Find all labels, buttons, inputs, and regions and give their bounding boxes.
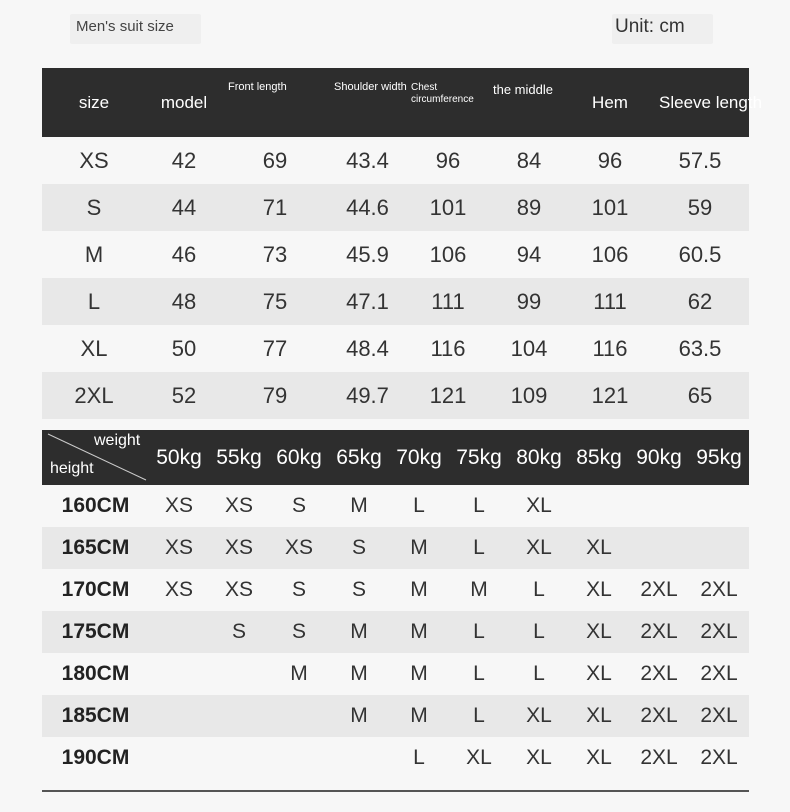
height-row bbox=[42, 653, 749, 695]
size-row bbox=[42, 231, 749, 278]
height-row bbox=[42, 527, 749, 569]
size-cell: 96 bbox=[407, 137, 489, 184]
size-cell: 59 bbox=[651, 184, 749, 231]
size-cell: 2XL bbox=[42, 372, 146, 419]
recommended-size-cell: M bbox=[389, 569, 449, 611]
size-cell: 42 bbox=[146, 137, 222, 184]
recommended-size-cell: S bbox=[329, 569, 389, 611]
recommended-size-cell: 2XL bbox=[629, 695, 689, 737]
size-cell: 65 bbox=[651, 372, 749, 419]
col-header-front-length: Front length bbox=[222, 68, 328, 137]
size-row bbox=[42, 372, 749, 419]
recommended-size-cell: S bbox=[209, 611, 269, 653]
size-cell: 121 bbox=[569, 372, 651, 419]
size-table-header bbox=[42, 68, 749, 137]
recommended-size-cell: 2XL bbox=[689, 569, 749, 611]
recommended-size-cell: M bbox=[269, 653, 329, 695]
size-cell: 57.5 bbox=[651, 137, 749, 184]
height-cell: 175CM bbox=[42, 611, 149, 653]
height-row bbox=[42, 695, 749, 737]
recommended-size-cell bbox=[689, 527, 749, 569]
recommended-size-cell: M bbox=[329, 485, 389, 527]
size-cell: 77 bbox=[222, 325, 328, 372]
recommended-size-cell: L bbox=[509, 653, 569, 695]
recommended-size-cell: M bbox=[329, 695, 389, 737]
col-header-sleeve: Sleeve length bbox=[651, 68, 749, 137]
recommended-size-cell bbox=[329, 737, 389, 779]
recommended-size-cell: XS bbox=[149, 569, 209, 611]
size-cell: 69 bbox=[222, 137, 328, 184]
recommended-size-cell: 2XL bbox=[629, 569, 689, 611]
recommended-size-cell: L bbox=[449, 653, 509, 695]
corner-height-label: height bbox=[50, 460, 94, 477]
weight-table-header bbox=[42, 430, 749, 485]
col-header-shoulder-width: Shoulder width bbox=[328, 68, 407, 137]
weight-header-cell: 50kg bbox=[149, 430, 209, 485]
size-cell: 49.7 bbox=[328, 372, 407, 419]
recommended-size-cell: XS bbox=[209, 569, 269, 611]
recommended-size-cell: XL bbox=[569, 611, 629, 653]
recommended-size-cell: XL bbox=[509, 527, 569, 569]
corner-cell bbox=[42, 430, 149, 485]
size-cell: 121 bbox=[407, 372, 489, 419]
size-cell: 63.5 bbox=[651, 325, 749, 372]
recommended-size-cell bbox=[629, 527, 689, 569]
height-row bbox=[42, 737, 749, 779]
recommended-size-cell: M bbox=[389, 611, 449, 653]
corner-weight-label: weight bbox=[94, 432, 141, 449]
size-cell: 71 bbox=[222, 184, 328, 231]
recommended-size-cell: XL bbox=[509, 737, 569, 779]
recommended-size-cell: L bbox=[389, 737, 449, 779]
size-cell: 101 bbox=[407, 184, 489, 231]
weight-header-cell: 95kg bbox=[689, 430, 749, 485]
size-cell: XS bbox=[42, 137, 146, 184]
recommended-size-cell bbox=[269, 695, 329, 737]
size-cell: 73 bbox=[222, 231, 328, 278]
recommended-size-cell: 2XL bbox=[629, 653, 689, 695]
recommended-size-cell bbox=[149, 611, 209, 653]
recommended-size-cell: 2XL bbox=[629, 611, 689, 653]
height-cell: 190CM bbox=[42, 737, 149, 779]
size-cell: L bbox=[42, 278, 146, 325]
recommended-size-cell: L bbox=[449, 695, 509, 737]
unit-label: Unit: cm bbox=[612, 14, 713, 44]
recommended-size-cell bbox=[149, 695, 209, 737]
size-cell: 89 bbox=[489, 184, 569, 231]
recommended-size-cell: XS bbox=[149, 485, 209, 527]
height-row bbox=[42, 569, 749, 611]
recommended-size-cell: M bbox=[449, 569, 509, 611]
recommended-size-cell: M bbox=[389, 695, 449, 737]
size-cell: 50 bbox=[146, 325, 222, 372]
recommended-size-cell: XL bbox=[569, 737, 629, 779]
recommended-size-cell: 2XL bbox=[629, 737, 689, 779]
weight-header-cell: 70kg bbox=[389, 430, 449, 485]
recommended-size-cell: XS bbox=[209, 485, 269, 527]
recommended-size-cell: 2XL bbox=[689, 611, 749, 653]
size-row bbox=[42, 325, 749, 372]
size-cell: 60.5 bbox=[651, 231, 749, 278]
chart-title: Men's suit size bbox=[70, 14, 201, 44]
size-cell: 84 bbox=[489, 137, 569, 184]
size-cell: 96 bbox=[569, 137, 651, 184]
weight-header-cell: 80kg bbox=[509, 430, 569, 485]
size-cell: 47.1 bbox=[328, 278, 407, 325]
size-cell: 109 bbox=[489, 372, 569, 419]
size-cell: 52 bbox=[146, 372, 222, 419]
recommended-size-cell: XL bbox=[569, 527, 629, 569]
weight-header-cell: 90kg bbox=[629, 430, 689, 485]
size-row bbox=[42, 278, 749, 325]
size-cell: 111 bbox=[569, 278, 651, 325]
size-cell: 43.4 bbox=[328, 137, 407, 184]
height-row bbox=[42, 485, 749, 527]
height-cell: 160CM bbox=[42, 485, 149, 527]
recommended-size-cell: M bbox=[389, 527, 449, 569]
recommended-size-cell bbox=[209, 737, 269, 779]
recommended-size-cell: S bbox=[269, 569, 329, 611]
size-cell: 62 bbox=[651, 278, 749, 325]
recommended-size-cell: L bbox=[389, 485, 449, 527]
size-cell: 45.9 bbox=[328, 231, 407, 278]
size-cell: S bbox=[42, 184, 146, 231]
size-row bbox=[42, 137, 749, 184]
size-cell: 106 bbox=[569, 231, 651, 278]
recommended-size-cell bbox=[629, 485, 689, 527]
col-header-hem: Hem bbox=[569, 68, 651, 137]
height-row bbox=[42, 611, 749, 653]
size-cell: 44 bbox=[146, 184, 222, 231]
recommended-size-cell: 2XL bbox=[689, 653, 749, 695]
size-cell: 75 bbox=[222, 278, 328, 325]
recommended-size-cell: M bbox=[329, 653, 389, 695]
size-cell: 48.4 bbox=[328, 325, 407, 372]
col-header-model: model bbox=[146, 68, 222, 137]
col-header-size: size bbox=[42, 68, 146, 137]
size-cell: 79 bbox=[222, 372, 328, 419]
recommended-size-cell: XL bbox=[449, 737, 509, 779]
recommended-size-cell: L bbox=[449, 611, 509, 653]
recommended-size-cell: XS bbox=[149, 527, 209, 569]
recommended-size-cell: L bbox=[449, 485, 509, 527]
height-cell: 165CM bbox=[42, 527, 149, 569]
recommended-size-cell bbox=[689, 485, 749, 527]
recommended-size-cell: XS bbox=[209, 527, 269, 569]
col-header-middle: the middle bbox=[489, 68, 569, 137]
recommended-size-cell: XL bbox=[569, 653, 629, 695]
size-cell: 104 bbox=[489, 325, 569, 372]
size-cell: 106 bbox=[407, 231, 489, 278]
recommended-size-cell: XL bbox=[569, 569, 629, 611]
recommended-size-cell bbox=[149, 653, 209, 695]
recommended-size-cell: XS bbox=[269, 527, 329, 569]
recommended-size-cell bbox=[209, 695, 269, 737]
recommended-size-cell: S bbox=[269, 611, 329, 653]
size-cell: M bbox=[42, 231, 146, 278]
recommended-size-cell: L bbox=[449, 527, 509, 569]
size-cell: 116 bbox=[569, 325, 651, 372]
recommended-size-cell: XL bbox=[509, 695, 569, 737]
size-row bbox=[42, 184, 749, 231]
recommended-size-cell: 2XL bbox=[689, 737, 749, 779]
size-cell: 116 bbox=[407, 325, 489, 372]
size-table bbox=[42, 68, 763, 419]
size-cell: 46 bbox=[146, 231, 222, 278]
bottom-rule bbox=[42, 790, 749, 792]
size-cell: 111 bbox=[407, 278, 489, 325]
recommended-size-cell: XL bbox=[509, 485, 569, 527]
recommended-size-cell bbox=[569, 485, 629, 527]
height-cell: 170CM bbox=[42, 569, 149, 611]
weight-header-cell: 55kg bbox=[209, 430, 269, 485]
size-cell: 94 bbox=[489, 231, 569, 278]
weight-header-cell: 65kg bbox=[329, 430, 389, 485]
size-cell: 99 bbox=[489, 278, 569, 325]
size-cell: 44.6 bbox=[328, 184, 407, 231]
weight-header-cell: 75kg bbox=[449, 430, 509, 485]
recommended-size-cell: S bbox=[269, 485, 329, 527]
recommended-size-cell: L bbox=[509, 611, 569, 653]
recommended-size-cell bbox=[149, 737, 209, 779]
recommended-size-cell: 2XL bbox=[689, 695, 749, 737]
weight-table bbox=[42, 430, 749, 779]
recommended-size-cell: M bbox=[389, 653, 449, 695]
height-cell: 185CM bbox=[42, 695, 149, 737]
recommended-size-cell: M bbox=[329, 611, 389, 653]
height-cell: 180CM bbox=[42, 653, 149, 695]
weight-header-cell: 60kg bbox=[269, 430, 329, 485]
recommended-size-cell: L bbox=[509, 569, 569, 611]
recommended-size-cell: XL bbox=[569, 695, 629, 737]
weight-header-cell: 85kg bbox=[569, 430, 629, 485]
size-cell: 101 bbox=[569, 184, 651, 231]
recommended-size-cell bbox=[269, 737, 329, 779]
recommended-size-cell: S bbox=[329, 527, 389, 569]
col-header-chest: Chest circumference bbox=[407, 68, 489, 137]
size-cell: 48 bbox=[146, 278, 222, 325]
recommended-size-cell bbox=[209, 653, 269, 695]
size-cell: XL bbox=[42, 325, 146, 372]
